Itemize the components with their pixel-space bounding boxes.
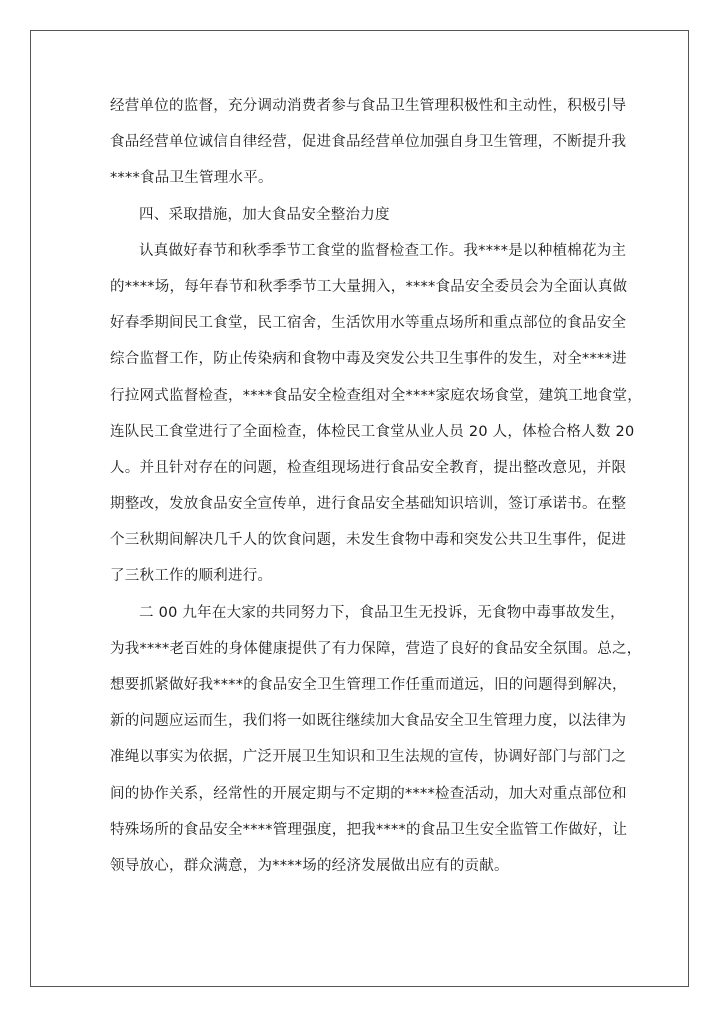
text-line: 领导放心，群众满意，为****场的经济发展做出应有的贡献。 [110,857,509,874]
text-line: 的****场，每年春节和秋季季节工大量拥入，****食品安全委员会为全面认真做 [110,278,628,295]
text-line: 特殊场所的食品安全****管理强度，把我****的食品卫生安全监管工作做好，让 [110,821,628,838]
section-heading: 四、采取措施，加大食品安全整治力度 [139,206,390,223]
text-line: 经营单位的监督，充分调动消费者参与食品卫生管理积极性和主动性，积极引导 [110,98,627,114]
text-line: 为我****老百姓的身体健康提供了有力保障，营造了良好的食品安全氛围。总之， [110,640,642,657]
text-line: 人。并且针对存在的问题，检查组现场进行食品安全教育，提出整改意见，并限 [110,459,627,476]
text-line: 食品经营单位诚信自律经营，促进食品经营单位加强自身卫生管理，不断提升我 [110,134,627,151]
text-line: 期整改，发放食品安全宣传单，进行食品安全基础知识培训，签订承诺书。在整 [110,496,627,513]
text-line: 个三秋期间解决几千人的饮食问题，未发生食物中毒和突发公共卫生事件，促进 [110,532,627,549]
text-line: 准绳以事实为依据，广泛开展卫生知识和卫生法规的宣传，协调好部门与部门之 [110,749,627,766]
text-line: 了三秋工作的顺利进行。 [110,568,273,585]
text-line: 行拉网式监督检查，****食品安全检查组对全****家庭农场食堂，建筑工地食堂， [110,387,642,404]
text-line: ****食品卫生管理水平。 [110,170,273,187]
text-line: 好春季期间民工食堂，民工宿舍，生活饮用水等重点场所和重点部位的食品安全 [110,315,627,332]
text-line: 连队民工食堂进行了全面检查，体检民工食堂从业人员 20 人，体检合格人数 20 [110,423,635,440]
document-body [110,88,642,884]
text-line: 二 00 九年在大家的共同努力下，食品卫生无投诉，无食物中毒事故发生， [139,604,625,621]
text-line: 想要抓紧做好我****的食品安全卫生管理工作任重而道远，旧的问题得到解决， [110,677,627,693]
text-line: 综合监督工作，防止传染病和食物中毒及突发公共卫生事件的发生，对全****进 [110,351,627,368]
text-line: 认真做好春节和秋季季节工食堂的监督检查工作。我****是以种植棉花为主 [139,242,627,259]
text-line: 新的问题应运而生，我们将一如既往继续加大食品安全卫生管理力度，以法律为 [110,713,627,730]
text-line: 间的协作关系，经常性的开展定期与不定期的****检查活动，加大对重点部位和 [110,785,627,802]
